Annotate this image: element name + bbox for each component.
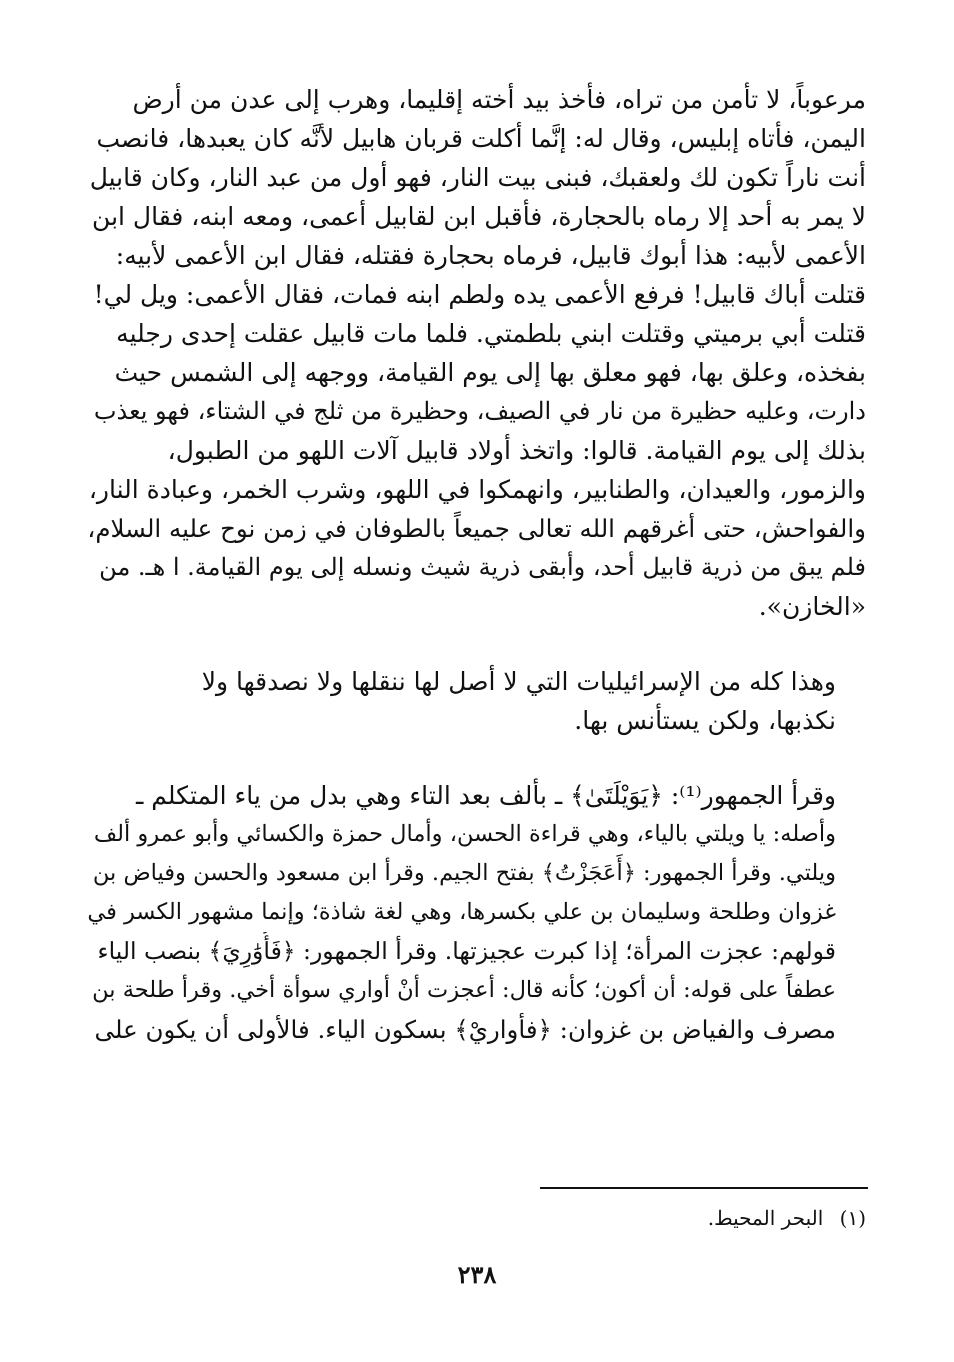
text-line: أنت ناراً تكون لك ولعقبك، فبنى بيت النار، فهو أول من عبد النار، وكان قابيل (89, 163, 866, 192)
footnote (366, 1202, 866, 1234)
text-line: وهذا كله من الإسرائيليات التي لا أصل لها ننقلها ولا نصدقها ولا (201, 667, 836, 696)
text-line: مصرف والفياض بن غزوان: ﴿فأواريْ﴾ بسكون الياء. فالأولى أن يكون على (94, 1015, 836, 1044)
text-line: وأصله: يا ويلتي بالياء، وهي قراءة الحسن، وأمال حمزة والكسائي وأبو عمرو ألف (93, 821, 836, 847)
text-line: فلم يبق من ذرية قابيل أحد، وأبقى ذرية شيث ونسله إلى يوم القيامة. ا هـ. من (99, 553, 866, 581)
text-line: «الخازن». (758, 592, 866, 621)
text-line: قولهم: عجزت المرأة؛ إذا كبرت عجيزتها. وقرأ الجمهور: ﴿فَأُوَٰرِيَ﴾ بنصب الياء (97, 937, 836, 965)
footnote-text: البحر المحيط. (707, 1206, 824, 1230)
text-line: اليمن، فأتاه إبليس، وقال له: إنَّما أكلت قربان هابيل لأنَّه كان يعبدها، فانصب (96, 124, 866, 153)
text-line: والزمور، والعيدان، والطنابير، وانهمكوا في اللهو، وشرب الخمر، وعبادة النار، (88, 475, 866, 504)
text-line: قتلت أباك قابيل! فرفع الأعمى يده ولطم ابنه فمات، فقال الأعمى: ويل لي! (93, 280, 866, 309)
text-line: غزوان وطلحة وسليمان بن علي بكسرها، وهي لغة شاذة؛ وإنما مشهور الكسر في (87, 899, 836, 925)
text-line: دارت، وعليه حظيرة من نار في الصيف، وحظيرة من ثلج في الشتاء، فهو يعذب (93, 397, 866, 425)
text-line: ويلتي. وقرأ الجمهور: ﴿أَعَجَزْتُ﴾ بفتح الجيم. وقرأ ابن مسعود والحسن وفياض بن (92, 860, 836, 886)
text-line: بذلك إلى يوم القيامة. قالوا: واتخذ أولاد قابيل آلات اللهو من الطبول، (167, 436, 866, 465)
page-body (86, 80, 866, 1049)
text-line: والفواحش، حتى أغرقهم الله تعالى جميعاً بالطوفان في زمن نوح عليه السلام، (87, 514, 866, 543)
text-line: مرعوباً، لا تأمن من تراه، فأخذ بيد أخته إقليما، وهرب إلى عدن من أرض (132, 85, 866, 114)
text-line: نكذبها، ولكن يستأنس بها. (574, 706, 836, 735)
text-line: وقرأ الجمهور⁽¹⁾: ﴿يَوَيْلَتَىٰ﴾ ـ بألف بعد التاء وهي بدل من ياء المتكلم ـ (135, 781, 836, 810)
text-line: لا يمر به أحد إلا رماه بالحجارة، فأقبل ابن لقابيل أعمى، ومعه ابنه، فقال ابن (92, 202, 866, 231)
paragraph-israiliyyat-note (86, 662, 866, 740)
text-line: عطفاً على قوله: أن أكون؛ كأنه قال: أعجزت أنْ أواري سوأة أخي. وقرأ طلحة بن (92, 977, 836, 1003)
footnote-divider (540, 1187, 868, 1189)
text-line: قتلت أبي برميتي وقتلت ابني بلطمتي. فلما مات قابيل عقلت إحدى رجليه (116, 319, 866, 348)
paragraph-cain-story (86, 80, 866, 626)
text-line: الأعمى لأبيه: هذا أبوك قابيل، فرماه بحجارة فقتله، فقال ابن الأعمى لأبيه: (115, 241, 866, 270)
text-line: بفخذه، وعلق بها، فهو معلق بها إلى يوم القيامة، ووجهه إلى الشمس حيث (114, 358, 866, 387)
footnote-marker: (١) (839, 1206, 866, 1230)
page-number: ٢٣٨ (457, 1260, 497, 1289)
paragraph-qiraat (86, 776, 866, 1049)
